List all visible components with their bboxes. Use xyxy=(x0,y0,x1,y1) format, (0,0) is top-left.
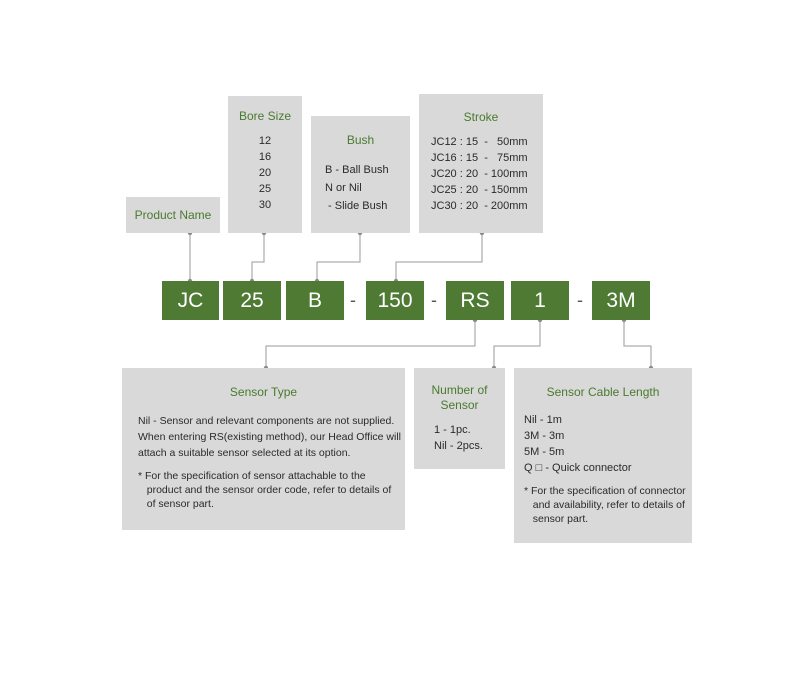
stroke-item: JC30 : 20 - 200mm xyxy=(431,200,528,212)
sensor-type-line: attach a suitable sensor selected at its option. xyxy=(138,447,351,459)
sensor-cable-length-item: Nil - 1m xyxy=(524,414,562,426)
number-of-sensor-item: 1 - 1pc. xyxy=(434,424,471,436)
sensor-type-desc xyxy=(122,413,405,461)
sensor-type-line: Nil - Sensor and relevant components are not supplied. xyxy=(138,415,395,427)
bore-size-title: Bore Size xyxy=(238,109,292,123)
connector-stroke xyxy=(396,233,482,281)
product-name-box xyxy=(126,197,220,233)
code-segment-sensor-count: 1 xyxy=(511,281,569,320)
stroke-item: JC16 : 15 - 75mm xyxy=(431,152,528,164)
bush-list xyxy=(311,161,410,215)
bush-title: Bush xyxy=(346,133,375,147)
sensor-type-title: Sensor Type xyxy=(229,385,298,399)
connector-sensor-type xyxy=(266,320,475,368)
bore-size-item: 25 xyxy=(258,183,272,195)
bush-item: B - Ball Bush xyxy=(325,164,389,176)
sensor-type-note xyxy=(122,469,405,511)
product-name-title: Product Name xyxy=(134,208,212,222)
sensor-cable-length-box xyxy=(514,368,692,543)
sensor-type-note-line: of sensor part. xyxy=(138,498,214,510)
code-segment-cable-length: 3M xyxy=(592,281,650,320)
bore-size-item: 12 xyxy=(258,135,272,147)
code-segment-stroke: 150 xyxy=(366,281,424,320)
number-of-sensor-title-line: Number of xyxy=(431,383,488,397)
stroke-item: JC12 : 15 - 50mm xyxy=(431,136,528,148)
code-segment-bore: 25 xyxy=(223,281,281,320)
connector-bush xyxy=(317,233,360,281)
code-segment-bush: B xyxy=(286,281,344,320)
sensor-cable-length-item: 5M - 5m xyxy=(524,446,565,458)
number-of-sensor-box xyxy=(414,368,505,469)
sensor-cable-length-list xyxy=(514,412,692,476)
bore-size-box xyxy=(228,96,302,233)
sensor-cable-length-note-line: and availability, refer to details of xyxy=(524,499,685,511)
code-segment-model: JC xyxy=(162,281,219,320)
code-separator: - xyxy=(350,290,356,310)
sensor-type-line: When entering RS(existing method), our Head Office will xyxy=(138,431,402,443)
number-of-sensor-list xyxy=(414,422,505,454)
bush-item: - Slide Bush xyxy=(325,200,388,212)
connector-cable-length xyxy=(624,320,651,368)
bore-size-item: 16 xyxy=(258,151,272,163)
sensor-type-note-line: * For the specification of sensor attachable to the xyxy=(138,470,366,482)
bore-size-item: 20 xyxy=(258,167,272,179)
number-of-sensor-title xyxy=(414,383,505,413)
bush-box xyxy=(311,116,410,233)
sensor-cable-length-item: 3M - 3m xyxy=(524,430,565,442)
bore-size-list xyxy=(228,133,302,213)
sensor-cable-length-title: Sensor Cable Length xyxy=(546,385,660,399)
code-segment-sensor-type: RS xyxy=(446,281,504,320)
bush-item: N or Nil xyxy=(325,182,362,194)
sensor-type-box xyxy=(122,368,405,530)
sensor-type-note-line: product and the sensor order code, refer to details of xyxy=(138,484,392,496)
sensor-cable-length-note-line: sensor part. xyxy=(524,513,589,525)
stroke-item: JC20 : 20 - 100mm xyxy=(431,168,528,180)
number-of-sensor-title-line: Sensor xyxy=(440,398,479,412)
stroke-list xyxy=(419,134,543,214)
connector-bore-size xyxy=(252,233,264,281)
number-of-sensor-item: Nil - 2pcs. xyxy=(434,440,483,452)
code-separator: - xyxy=(431,290,437,310)
sensor-cable-length-note xyxy=(514,484,692,526)
bore-size-item: 30 xyxy=(258,199,272,211)
code-separator: - xyxy=(577,290,583,310)
stroke-box xyxy=(419,94,543,233)
stroke-title: Stroke xyxy=(463,110,499,124)
stroke-item: JC25 : 20 - 150mm xyxy=(431,184,528,196)
sensor-cable-length-item: Q □ - Quick connector xyxy=(524,462,632,474)
connector-number-of-sensor xyxy=(494,320,540,368)
sensor-cable-length-note-line: * For the specification of connector xyxy=(524,485,686,497)
